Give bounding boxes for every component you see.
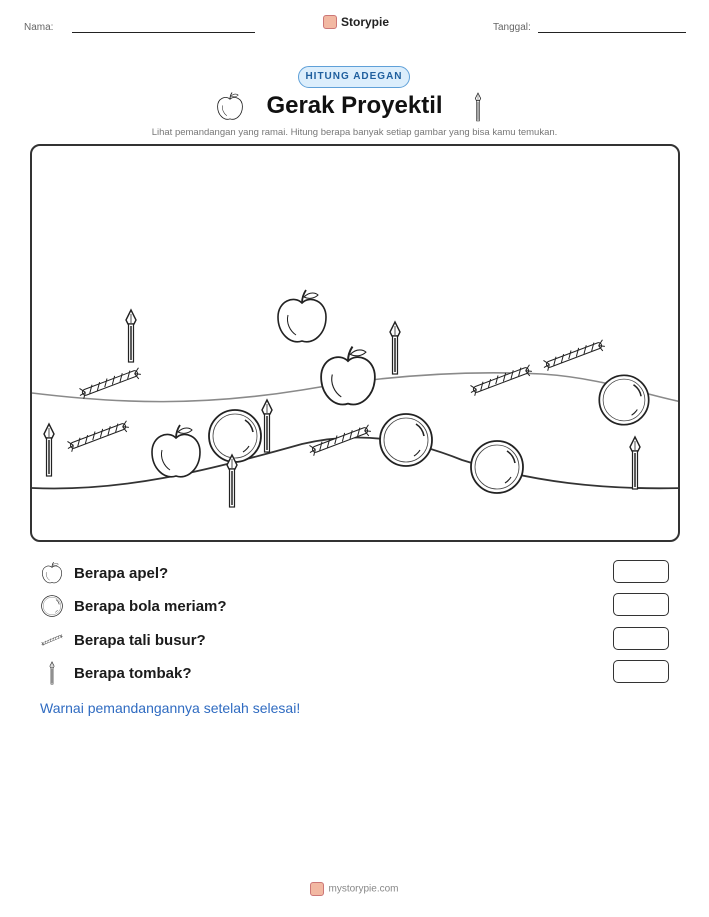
spear-icon: [630, 437, 640, 489]
question-text: Berapa bola meriam?: [74, 597, 227, 615]
answer-box-bowstring[interactable]: [613, 627, 669, 650]
storypie-logo-icon: [310, 882, 324, 896]
date-field[interactable]: [538, 32, 686, 33]
bowstring-icon: [541, 340, 608, 372]
question-text: Berapa apel?: [74, 564, 169, 582]
name-label: Nama:: [24, 22, 54, 33]
cannonball-icon: [471, 441, 523, 493]
spear-icon: [126, 310, 136, 362]
name-field[interactable]: [72, 32, 255, 33]
cannonball-icon: [380, 414, 432, 466]
cannonball-icon: [209, 410, 261, 462]
activity-badge: HITUNG ADEGAN: [298, 66, 410, 88]
apple-icon: [152, 425, 200, 477]
question-row: [40, 627, 206, 653]
spear-icon: [262, 400, 272, 452]
near-hill: [32, 437, 680, 488]
question-text: Berapa tali busur?: [74, 631, 206, 649]
question-row: [40, 593, 227, 619]
answer-box-apple[interactable]: [613, 560, 669, 583]
question-row: [40, 660, 192, 686]
spear-icon: [227, 455, 237, 507]
bowstring-icon: [77, 368, 144, 400]
page-title: Gerak Proyektil: [266, 92, 443, 119]
question-text: Berapa tombak?: [74, 664, 192, 682]
cannonball-icon: [40, 594, 64, 618]
scene-drawing: [32, 146, 680, 542]
site-footer: [0, 882, 709, 896]
apple-icon: [321, 347, 375, 405]
bowstring-icon: [40, 628, 64, 652]
spear-icon: [40, 661, 64, 685]
site-url: mystorypie.com: [328, 883, 399, 895]
storypie-logo-icon: [323, 15, 337, 29]
counting-scene: [30, 144, 680, 542]
instructions: Lihat pemandangan yang ramai. Hitung berapa banyak setiap gambar yang bisa kamu temukan.: [151, 127, 558, 138]
coloring-message: Warnai pemandangannya setelah selesai!: [40, 700, 301, 716]
apple-icon: [278, 290, 326, 342]
spear-icon: [44, 424, 54, 476]
brand-logo: [323, 15, 389, 29]
answer-box-cannonball[interactable]: [613, 593, 669, 616]
date-label: Tanggal:: [493, 22, 531, 33]
cannonball-icon: [599, 375, 648, 424]
brand-name: Storypie: [341, 15, 390, 29]
question-row: [40, 560, 168, 586]
answer-box-spear[interactable]: [613, 660, 669, 683]
title-spear-icon: [470, 92, 486, 122]
spear-icon: [390, 322, 400, 374]
apple-icon: [40, 561, 64, 585]
bowstring-icon: [65, 421, 132, 453]
bowstring-icon: [468, 365, 535, 397]
